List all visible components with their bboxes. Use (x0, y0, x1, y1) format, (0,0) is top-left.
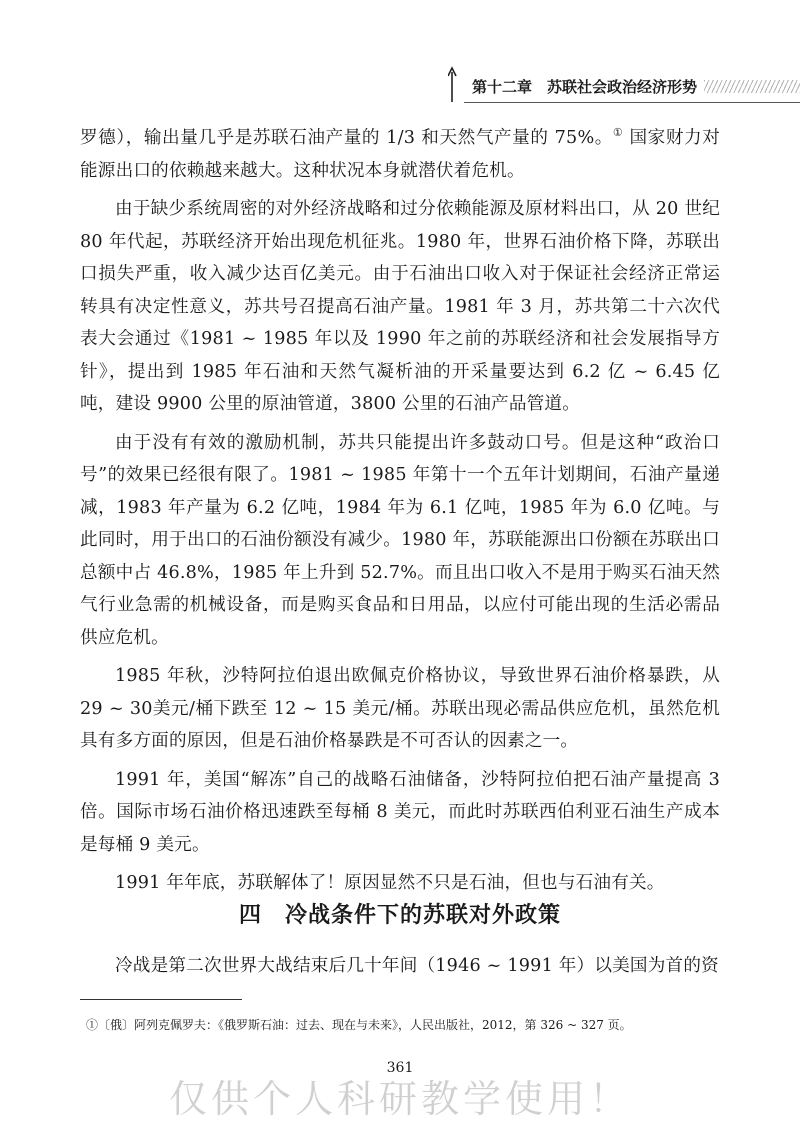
paragraph: 1985 年秋，沙特阿拉伯退出欧佩克价格协议，导致世界石油价格暴跌，从29 ~ 30美元/桶下跌至 12 ~ 15 美元/桶。苏联出现必需品供应危机，虽然危机具有多方面的原因，但是石油价格暴跌是不可否认的因素之一。 (80, 666, 720, 751)
footnote-divider (80, 999, 242, 1000)
body-text (80, 122, 720, 906)
page-number: 361 (386, 1060, 414, 1076)
paragraph (80, 122, 720, 187)
paragraph: 由于缺少系统周密的对外经济战略和过分依赖能源及原材料出口，从 20 世纪 80 年代起，苏联经济开始出现危机征兆。1980 年，世界石油价格下降，苏联出口损失严重，收入减少达百亿美元。由于石油出口收入对于保证社会经济正常运转具有决定性意义，苏共号召提高石油产量。1981 年 3 月，苏共第二十六次代表大会通过《1981 ~ 1985 年以及 1990 年之前的苏联经济和社会发展指导方针》，提出到 1985 年石油和天然气凝析油的开采量要达到 6.2 亿 ~ 6.45 亿吨，建设 9900 公里的原油管道，3800 公里的石油产品管道。 (80, 199, 720, 414)
header-decoration (704, 80, 800, 93)
up-arrow-icon (448, 66, 468, 102)
chapter-title: 第十二章 苏联社会政治经济形势 (472, 78, 698, 96)
footnote-reference[interactable]: ① (612, 126, 624, 140)
watermark: 仅供个人科研教学使用！ (168, 1077, 631, 1121)
paragraph: 由于没有有效的激励机制，苏共只能提出许多鼓动口号。但是这种“政治口号”的效果已经很有限了。1981 ~ 1985 年第十一个五年计划期间，石油产量递减，1983 年产量为 6.2 亿吨，1984 年为 6.1 亿吨，1985 年为 6.0 亿吨。与此同时，用于出口的石油份额没有减少。1980 年，苏联能源出口份额在苏联出口总额中占 46.8%，1985 年上升到 52.7%。而且出口收入不是用于购买石油天然气行业急需的机械设备，而是购买食品和日用品，以应付可能出现的生活必需品供应危机。 (80, 432, 720, 648)
paragraph-text: 罗德），输出量几乎是苏联石油产量的 1/3 和天然气产量的 75%。 (80, 128, 613, 148)
paragraph: 1991 年，美国“解冻”自己的战略石油储备，沙特阿拉伯把石油产量提高 3 倍。国际市场石油价格迅速跌至每桶 8 美元，而此时苏联西伯利亚石油生产成本是每桶 9 美元。 (80, 769, 720, 855)
header-rule (464, 102, 800, 103)
paragraph: 1991 年年底，苏联解体了！原因显然不只是石油，但也与石油有关。 (115, 873, 665, 893)
running-header (448, 66, 800, 106)
paragraph-text: 国家财力对能源出口的依赖越来越大。这种状况本身就潜伏着危机。 (80, 128, 720, 181)
paragraph: 冷战是第二次世界大战结束后几十年间（1946 ~ 1991 年）以美国为首的资 (115, 956, 719, 976)
section-heading: 四 冷战条件下的苏联对外政策 (238, 903, 561, 928)
footnote: ①〔俄〕阿列克佩罗夫：《俄罗斯石油：过去、现在与未来》，人民出版社，2012，第 326 ~ 327 页。 (86, 1018, 632, 1032)
